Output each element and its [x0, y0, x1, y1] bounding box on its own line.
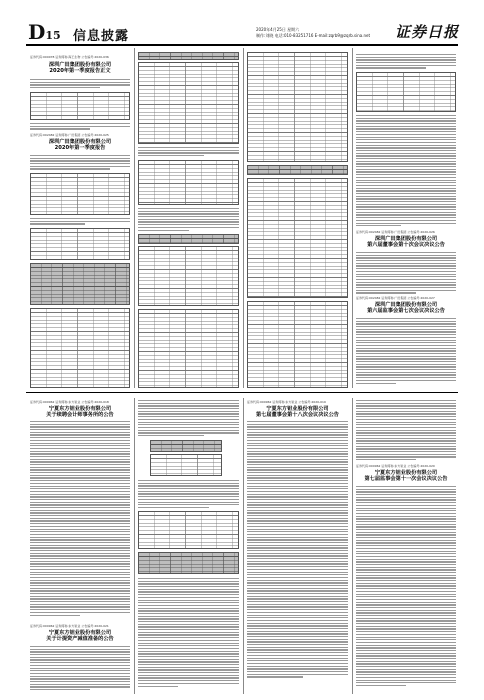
- body-text: [247, 421, 348, 679]
- body-text: [356, 252, 456, 295]
- data-table: [30, 92, 130, 120]
- body-text: [138, 480, 239, 510]
- body-text: [138, 400, 239, 438]
- data-table: [138, 160, 239, 205]
- article-title: 宁夏东方钽业股份有限公司 第七届监事会第十一次会议决议公告: [364, 470, 448, 483]
- column-divider: [243, 48, 244, 388]
- column-divider: [243, 398, 244, 694]
- data-table: [138, 309, 239, 388]
- body-text: [138, 208, 239, 232]
- body-text: [30, 646, 130, 692]
- body-text: [30, 155, 130, 171]
- section-title: 信息披露: [73, 29, 130, 44]
- body-text: [356, 486, 456, 688]
- data-table: [138, 62, 239, 144]
- column-divider: [352, 398, 353, 694]
- body-text: [138, 578, 239, 688]
- stock-code-line: 证券代码:000962 证券简称:东方钽业 公告编号:2020-019: [247, 400, 326, 404]
- body-text: [356, 115, 456, 228]
- data-table: [138, 511, 239, 549]
- article-title: 宁夏东方钽业股份有限公司 第七届董事会第十八次会议决议公告: [255, 406, 339, 419]
- data-table: [356, 72, 456, 112]
- stock-code-line: 证券代码:000962 证券简称:东方钽业 公告编号:2020-021: [30, 624, 109, 628]
- data-table: [247, 178, 348, 298]
- body-text: [30, 79, 130, 90]
- data-table: [150, 440, 222, 452]
- stock-code-line: 证券代码:000962 证券简称:东方钽业 公告编号:2020-018: [30, 400, 109, 404]
- header-rule: [26, 44, 458, 46]
- data-table: [247, 165, 348, 175]
- data-table: [150, 454, 222, 476]
- article-title: 深圳广田集团股份有限公司 2020年第一季度报告: [48, 139, 112, 152]
- column-divider: [134, 48, 135, 388]
- data-table: [138, 234, 239, 244]
- dateline: 2020年4月25日 星期六 制作:刘晓 电话:010-83251716 E-mail:zqrb9@zqrb.sina.net: [256, 27, 371, 38]
- stock-code-line: 证券代码:002482 证券简称:广田集团 公告编号:2020-027: [356, 296, 435, 300]
- article-title: 深圳广田集团股份有限公司 2020年第一季度报告正文: [48, 62, 112, 75]
- data-table: [247, 52, 348, 162]
- column-divider: [352, 48, 353, 388]
- data-table: [30, 263, 130, 305]
- data-table: [138, 552, 239, 574]
- page-number: D15: [28, 20, 61, 44]
- body-text: [356, 400, 456, 462]
- page-header: [0, 0, 484, 44]
- data-table: [138, 52, 239, 60]
- body-text: [356, 54, 456, 70]
- data-table: [30, 308, 130, 388]
- article-title: 深圳广田集团股份有限公司 第六届监事会第七次会议决议公告: [367, 302, 445, 315]
- article-title: 宁夏东方钽业股份有限公司 关于计提资产减值准备的公告: [46, 630, 114, 643]
- article-title: 宁夏东方钽业股份有限公司 关于续聘会计师事务所的公告: [46, 406, 114, 419]
- data-table: [138, 246, 239, 306]
- stock-code-line: 证券代码:000962 证券简称:东方钽业 公告编号:2020-020: [356, 464, 435, 468]
- body-text: [30, 123, 130, 131]
- data-table: [30, 228, 130, 260]
- stock-code-line: 证券代码:000078 证券简称:海王生物 公告编号:2020-036: [30, 55, 109, 59]
- data-table: [30, 173, 130, 215]
- stock-code-line: 证券代码:002482 证券简称:广田集团 公告编号:2020-025: [30, 133, 109, 137]
- body-text: [356, 318, 456, 385]
- body-text: [30, 218, 130, 226]
- body-text: [138, 147, 239, 158]
- article-title: 深圳广田集团股份有限公司 第六届董事会第十次会议决议公告: [367, 236, 445, 249]
- data-table: [247, 301, 348, 388]
- half-page-rule: [26, 392, 458, 393]
- column-divider: [134, 398, 135, 694]
- newspaper-logo: 证券日报: [395, 23, 460, 41]
- body-text: [30, 421, 130, 617]
- stock-code-line: 证券代码:002482 证券简称:广田集团 公告编号:2020-026: [356, 230, 435, 234]
